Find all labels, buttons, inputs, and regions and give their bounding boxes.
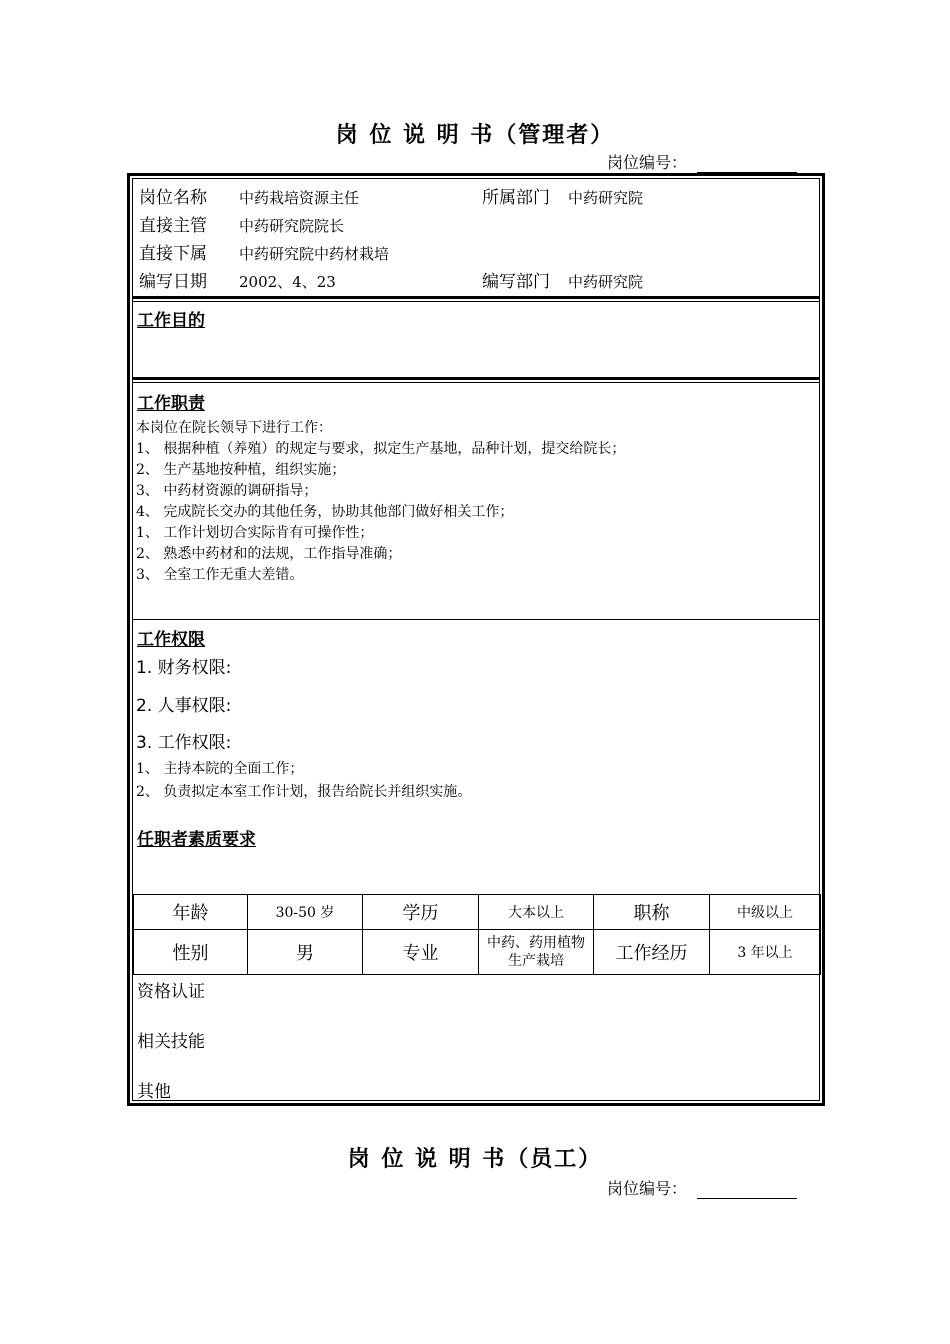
position-code-label: 岗位编号：: [607, 153, 688, 172]
table-cell: 中药、药用植物生产栽培: [479, 930, 594, 975]
table-cell: 性别: [134, 930, 248, 975]
qualification-label: 资格认证: [137, 982, 205, 1002]
info-label: 所属部门: [482, 188, 550, 208]
duties-heading: 工作职责: [137, 394, 205, 414]
section-divider: [133, 296, 819, 299]
table-cell: 学历: [363, 895, 479, 930]
financial-authority: 1. 财务权限:: [136, 658, 232, 678]
position-code-blank: [697, 158, 797, 173]
table-cell: 专业: [363, 930, 479, 975]
purpose-heading: 工作目的: [137, 311, 205, 331]
table-row: [134, 895, 821, 930]
table-cell: 中级以上: [710, 895, 821, 930]
duty-item: 2、 熟悉中药材和的法规，工作指导准确；: [136, 546, 402, 562]
form-inner-border: [132, 178, 820, 1101]
duty-item: 本岗位在院长领导下进行工作：: [136, 420, 332, 436]
info-value: 中药栽培资源主任: [239, 189, 360, 207]
authority-items: [136, 758, 471, 804]
info-value: 中药研究院院长: [239, 217, 345, 235]
authority-heading: 工作权限: [137, 630, 205, 650]
table-cell: 职称: [594, 895, 710, 930]
table-cell: 3 年以上: [710, 930, 821, 975]
duty-item: 1、 根据种植（养殖）的规定与要求，拟定生产基地，品种计划，提交给院长；: [136, 441, 626, 457]
info-label: 直接主管: [139, 216, 207, 236]
position-code: [607, 150, 797, 173]
table-cell: 大本以上: [479, 895, 594, 930]
duties-list: [136, 418, 625, 586]
duty-item: 3、 中药材资源的调研指导；: [136, 483, 318, 499]
table-cell: 工作经历: [594, 930, 710, 975]
authority-item: 2、 负责拟定本室工作计划，报告给院长并组织实施。: [136, 784, 472, 800]
position-code-employee: [607, 1176, 797, 1199]
document-title: 岗 位 说 明 书（管理者）: [335, 123, 615, 148]
personnel-authority: 2. 人事权限:: [136, 696, 232, 716]
document-title-employee: 岗 位 说 明 书（员工）: [347, 1147, 603, 1172]
info-value: 2002、4、23: [239, 273, 336, 291]
position-code-label: 岗位编号：: [607, 1179, 688, 1198]
info-label: 岗位名称: [139, 188, 207, 208]
table-cell: 年龄: [134, 895, 248, 930]
job-description-form: [127, 173, 825, 1106]
table-cell: 男: [248, 930, 363, 975]
position-code-blank: [697, 1184, 797, 1199]
authority-item: 1、 主持本院的全面工作；: [136, 761, 304, 777]
table-cell: 30-50 岁: [248, 895, 363, 930]
duty-item: 1、 工作计划切合实际肯有可操作性；: [136, 525, 374, 541]
duty-item: 3、 全室工作无重大差错。: [136, 567, 304, 583]
info-value: 中药研究院: [568, 273, 644, 291]
duty-item: 2、 生产基地按种植，组织实施；: [136, 462, 346, 478]
table-row: [134, 930, 821, 975]
info-value: 中药研究院中药材栽培: [239, 245, 390, 263]
info-value: 中药研究院: [568, 189, 644, 207]
requirements-heading: 任职者素质要求: [137, 830, 256, 850]
info-label: 编写部门: [482, 272, 550, 292]
section-divider: [133, 619, 819, 620]
info-label: 直接下属: [139, 244, 207, 264]
work-authority: 3. 工作权限:: [136, 733, 232, 753]
section-divider: [133, 377, 819, 380]
requirements-table: [133, 894, 821, 975]
info-label: 编写日期: [139, 272, 207, 292]
other-label: 其他: [137, 1082, 171, 1102]
duty-item: 4、 完成院长交办的其他任务，协助其他部门做好相关工作；: [136, 504, 514, 520]
skills-label: 相关技能: [137, 1032, 205, 1052]
